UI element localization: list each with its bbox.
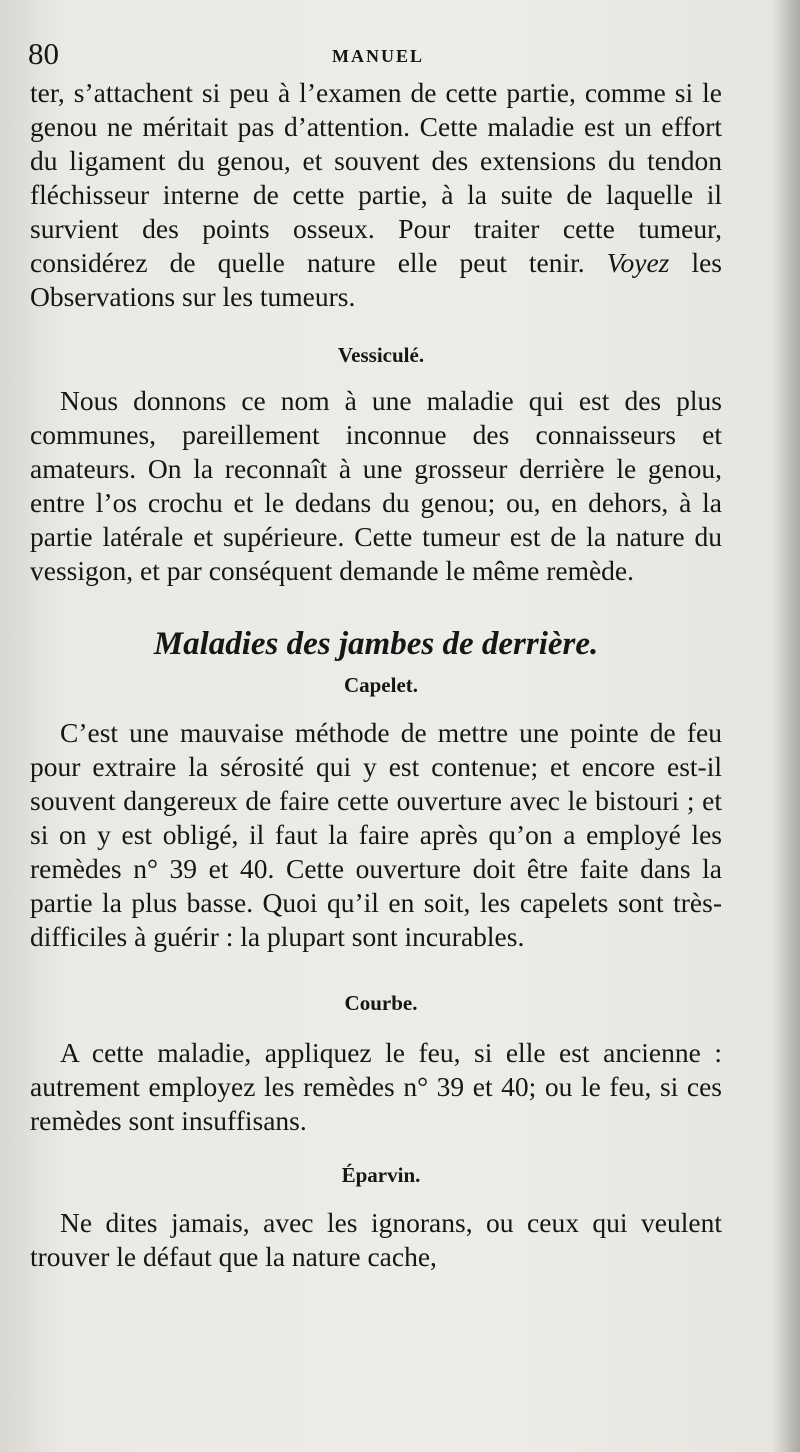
cross-reference-voyez: Voyez — [606, 247, 670, 278]
page-gutter-shadow — [772, 0, 800, 1452]
paragraph-courbe: A cette maladie, appliquez le feu, si elle est ancienne : autrement employez les remèdes n° 39 et 40; ou le feu, si ces remèdes sont insuffisans. — [30, 1037, 722, 1136]
paragraph-eparvin: Ne dites jamais, avec les ignorans, ou ceux qui veulent trouver le défaut que la nature cache, — [30, 1207, 722, 1272]
chapter-heading: Maladies des jambes de derrière. — [153, 626, 599, 662]
running-title: MANUEL — [332, 46, 424, 66]
paragraph-vessicule: Nous donnons ce nom à une maladie qui est des plus communes, pareillement inconnue des connaisseurs et amateurs. On la reconnaît à une grosseur derrière le genou, entre l’os crochu et le dedans du genou; ou, en dehors, à la partie latérale et supérieure. Cette tumeur est de la nature du vessigon, et par conséquent demande le même remède. — [30, 385, 722, 586]
section-heading-eparvin: Éparvin. — [341, 1163, 421, 1187]
paragraph-capelet: C’est une mauvaise méthode de mettre une pointe de feu pour extraire la sérosité qui y est contenue; et encore est-il souvent dangereux de faire cette ouverture avec le bistouri ; et si on y est obligé, il faut la faire après qu’on a employé les remèdes n° 39 et 40. Cette ouverture doit être faite dans la partie la plus basse. Quoi qu’il en soit, les capelets sont très-difficiles à guérir : la plupart sont incurables. — [30, 717, 722, 952]
section-heading-courbe: Courbe. — [344, 991, 418, 1015]
paragraph-continuation — [30, 76, 722, 314]
body-text — [30, 76, 722, 1274]
page-number: 80 — [28, 36, 59, 71]
section-heading-capelet: Capelet. — [343, 673, 419, 697]
paragraph-text: ter, s’attachent si peu à l’examen de cette partie, comme si le genou ne méritait pas d’attention. Cette maladie est un effort du ligament du genou, et souvent des extensions du tendon fléchisseur interne de cette partie, à la suite de laquelle il survient des points osseux. Pour traiter cette tumeur, considérez de quelle nature elle peut tenir. — [30, 77, 722, 278]
running-head — [28, 34, 728, 74]
section-heading-vessicule: Vessiculé. — [337, 343, 425, 367]
paragraph-text-end: les Observations sur les tumeurs. — [30, 247, 722, 312]
